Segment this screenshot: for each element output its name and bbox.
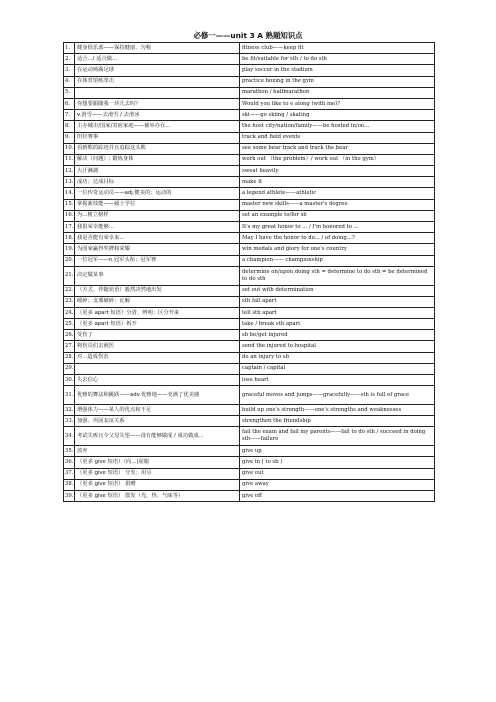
chinese-phrase: 成功；达成目标	[75, 177, 240, 188]
row-number: 36.	[64, 457, 75, 468]
table-row	[64, 43, 435, 54]
row-number: 18.	[64, 233, 75, 244]
row-number: 27.	[64, 341, 75, 352]
row-number: 33.	[64, 416, 75, 427]
chinese-phrase: 破碎；支离破碎；瓦解	[75, 296, 240, 307]
english-phrase: be fit/suitable for sth / to do sth	[240, 54, 435, 65]
row-number: 37.	[64, 468, 75, 479]
english-phrase: give away	[240, 479, 435, 490]
chinese-phrase: 我很荣幸能够...	[75, 222, 240, 233]
english-phrase: fail the exam and fail my parents——fail to do sth / succeed in doing sth——failure	[240, 427, 435, 446]
table-row	[64, 479, 435, 490]
table-row	[64, 427, 435, 446]
chinese-phrase: 大汗淋漓	[75, 166, 240, 177]
table-row	[64, 416, 435, 427]
table-row	[64, 490, 435, 501]
row-number: 24.	[64, 307, 75, 318]
english-phrase: play soccer in the stadium	[240, 65, 435, 76]
english-phrase: practice boxing in the gym	[240, 76, 435, 87]
row-number: 19.	[64, 244, 75, 255]
table-row	[64, 244, 435, 255]
table-row	[64, 468, 435, 479]
table-row	[64, 319, 435, 330]
row-number: 4.	[64, 76, 75, 87]
chinese-phrase: 掌握新技能——硕士学位	[75, 199, 240, 210]
chinese-phrase: 受伤了	[75, 330, 240, 341]
table-row	[64, 330, 435, 341]
table-row	[64, 188, 435, 199]
chinese-phrase: 我是否能有荣幸来...	[75, 233, 240, 244]
english-phrase: It's my great honor to ... / I'm honored to ...	[240, 222, 435, 233]
row-number: 26.	[64, 330, 75, 341]
table-row	[64, 446, 435, 457]
chinese-phrase: （更多 give 短语） 捐赠	[75, 479, 240, 490]
chinese-phrase: （更多 apart 短语）拆开	[75, 319, 240, 330]
chinese-phrase: 增强体力——某人的优点和不足	[75, 405, 240, 416]
table-row	[64, 233, 435, 244]
chinese-phrase: 看到熊的踪迹并且追踪这头熊	[75, 143, 240, 154]
chinese-phrase: 考试失败且令父母失望——没有能够做成 / 成功做成...	[75, 427, 240, 446]
chinese-phrase: 决定做某事	[75, 266, 240, 285]
english-phrase: the host city/nation/family——be hosted in/on...	[240, 121, 435, 132]
chinese-phrase: 健身俱乐部——保持健康、匀称	[75, 43, 240, 54]
english-phrase: give up	[240, 446, 435, 457]
english-phrase: marathon / halfmarathon	[240, 87, 435, 98]
chinese-phrase: 你想要跟随我一块儿去吗？	[75, 98, 240, 109]
chinese-phrase: 在体育馆练拳击	[75, 76, 240, 87]
chinese-phrase: 在运动场踢足球	[75, 65, 240, 76]
row-number: 23.	[64, 296, 75, 307]
english-phrase: tell sth apart	[240, 307, 435, 318]
row-number: 25.	[64, 319, 75, 330]
row-number: 35.	[64, 446, 75, 457]
english-phrase: ski——go skiing / skating	[240, 110, 435, 121]
row-number: 5.	[64, 87, 75, 98]
chinese-phrase: 放弃	[75, 446, 240, 457]
row-number: 2.	[64, 54, 75, 65]
row-number: 32.	[64, 405, 75, 416]
english-phrase: a legend athlete——athletic	[240, 188, 435, 199]
table-row	[64, 386, 435, 405]
english-phrase: sb be/get injured	[240, 330, 435, 341]
english-phrase: send the injured to hospital	[240, 341, 435, 352]
table-row	[64, 76, 435, 87]
english-phrase: May I have the honor to do... / of doing...?	[240, 233, 435, 244]
table-row	[64, 65, 435, 76]
chinese-phrase	[75, 363, 240, 374]
row-number: 22.	[64, 285, 75, 296]
row-number: 7.	[64, 110, 75, 121]
chinese-phrase	[75, 87, 240, 98]
chinese-phrase: 为国家赢得奖牌和荣耀	[75, 244, 240, 255]
vocabulary-table	[63, 42, 435, 502]
table-row	[64, 341, 435, 352]
table-row	[64, 166, 435, 177]
english-phrase: strengthen the friendship	[240, 416, 435, 427]
row-number: 3.	[64, 65, 75, 76]
row-number: 38.	[64, 479, 75, 490]
english-phrase: give out	[240, 468, 435, 479]
table-row	[64, 154, 435, 165]
chinese-phrase: （更多 give 短语） 分发；用尽	[75, 468, 240, 479]
english-phrase: determine on/upon doing sth = determine to do sth = be determined to do sth	[240, 266, 435, 285]
english-phrase: take / break sth apart	[240, 319, 435, 330]
row-number: 11.	[64, 154, 75, 165]
chinese-phrase: 将伤员们去就医	[75, 341, 240, 352]
chinese-phrase: （更多 give 短语） 散发（光、热、气味等）	[75, 490, 240, 501]
english-phrase: master new skills——a master's degree	[240, 199, 435, 210]
chinese-phrase: 加强、巩固友谊关系	[75, 416, 240, 427]
table-row	[64, 222, 435, 233]
chinese-phrase: 田径赛事	[75, 132, 240, 143]
row-number: 20.	[64, 255, 75, 266]
english-phrase: work out （the problem）/ work out （in the gym）	[240, 154, 435, 165]
chinese-phrase: 优雅的舞法和跳跃——adv.优雅地——充满了优美感	[75, 386, 240, 405]
table-row	[64, 143, 435, 154]
chinese-phrase: 主办城市/国家/寄宿家庭——被举办在...	[75, 121, 240, 132]
english-phrase: lose heart	[240, 375, 435, 386]
english-phrase: make it	[240, 177, 435, 188]
table-row	[64, 121, 435, 132]
english-phrase: graceful moves and jumps——gracefully——sth is full of grace	[240, 386, 435, 405]
table-row	[64, 266, 435, 285]
english-phrase: build up one's strength——one's strengths and weaknesses	[240, 405, 435, 416]
table-row	[64, 363, 435, 374]
row-number: 21.	[64, 266, 75, 285]
chinese-phrase: （方式、伴随状语）毅然决然地出发	[75, 285, 240, 296]
english-phrase: track and field events	[240, 132, 435, 143]
table-row	[64, 352, 435, 363]
row-number: 30.	[64, 375, 75, 386]
english-phrase: do an injury to sb	[240, 352, 435, 363]
row-number: 28.	[64, 352, 75, 363]
chinese-phrase: 一位传奇运动员——adj.健美的；运动的	[75, 188, 240, 199]
row-number: 10.	[64, 143, 75, 154]
english-phrase: captain / capital	[240, 363, 435, 374]
english-phrase: Would you like to e along (with me)?	[240, 98, 435, 109]
chinese-phrase: （更多 give 短语）（向...)屈服	[75, 457, 240, 468]
chinese-phrase: 解决（问题）; 锻炼身体	[75, 154, 240, 165]
row-number: 31.	[64, 386, 75, 405]
chinese-phrase: 对...造成伤害	[75, 352, 240, 363]
table-row	[64, 255, 435, 266]
row-number: 15.	[64, 199, 75, 210]
vocabulary-table-body	[64, 43, 435, 502]
chinese-phrase: 失去信心	[75, 375, 240, 386]
table-row	[64, 296, 435, 307]
document-title: 必修一——unit 3 A 熟题知识点	[193, 31, 303, 40]
row-number: 34.	[64, 427, 75, 446]
row-number: 8.	[64, 121, 75, 132]
chinese-phrase: v.滑雪——去滑雪 / 去滑冰	[75, 110, 240, 121]
table-row	[64, 307, 435, 318]
chinese-phrase: 适合.../ 适合做...	[75, 54, 240, 65]
table-row	[64, 87, 435, 98]
table-row	[64, 405, 435, 416]
table-row	[64, 375, 435, 386]
english-phrase: give off	[240, 490, 435, 501]
chinese-phrase: 一位冠军——n.冠军头衔；冠军赛	[75, 255, 240, 266]
table-row	[64, 177, 435, 188]
table-row	[64, 285, 435, 296]
table-row	[64, 110, 435, 121]
english-phrase: sth fall apart	[240, 296, 435, 307]
english-phrase: see some bear track and track the bear	[240, 143, 435, 154]
chinese-phrase: 为...树立榜样	[75, 210, 240, 221]
document-sheet	[63, 30, 433, 502]
chinese-phrase: （更多 apart 短语）分清、辨明；区分开来	[75, 307, 240, 318]
row-number: 39.	[64, 490, 75, 501]
english-phrase: fitness club——keep fit	[240, 43, 435, 54]
row-number: 12.	[64, 166, 75, 177]
row-number: 29.	[64, 363, 75, 374]
table-row	[64, 98, 435, 109]
row-number: 1.	[64, 43, 75, 54]
english-phrase: set an example to/for sb	[240, 210, 435, 221]
english-phrase: give in ( to sb )	[240, 457, 435, 468]
table-row	[64, 210, 435, 221]
english-phrase: a champion—— championship	[240, 255, 435, 266]
table-row	[64, 132, 435, 143]
row-number: 17.	[64, 222, 75, 233]
row-number: 9.	[64, 132, 75, 143]
row-number: 13.	[64, 177, 75, 188]
english-phrase: sweat heavily	[240, 166, 435, 177]
table-row	[64, 199, 435, 210]
row-number: 14.	[64, 188, 75, 199]
table-row	[64, 54, 435, 65]
english-phrase: set out with determination	[240, 285, 435, 296]
english-phrase: win medals and glory for one's country	[240, 244, 435, 255]
table-row	[64, 457, 435, 468]
row-number: 16.	[64, 210, 75, 221]
row-number: 6.	[64, 98, 75, 109]
